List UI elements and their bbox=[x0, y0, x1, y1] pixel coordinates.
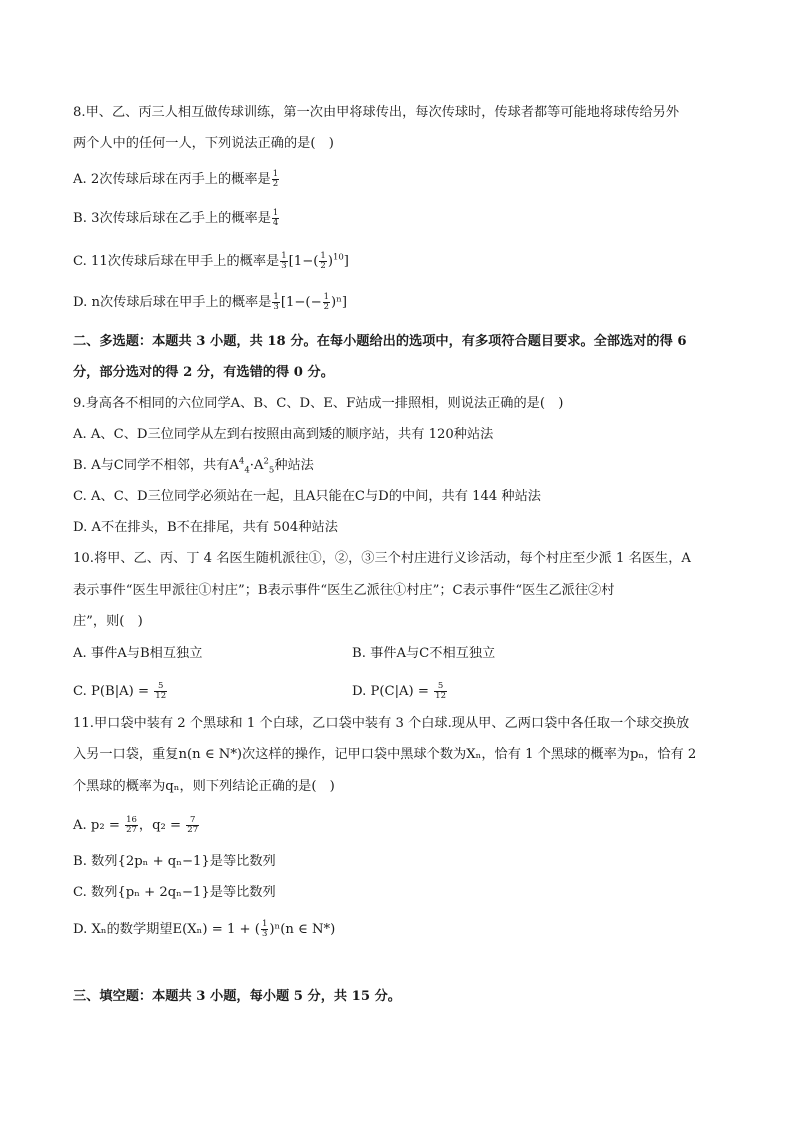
q8-option-d: D. n次传球后球在甲手上的概率是 $\frac{1}{3}$ [1−(− $\frac{1}{2}$ )ⁿ] bbox=[73, 292, 348, 312]
q8-option-a bbox=[73, 170, 280, 189]
q10-stem-line3: 庄”，则( ) bbox=[73, 614, 143, 629]
q10-option-d: D. P(C|A) = $\frac{5}{12}$ bbox=[352, 681, 446, 701]
q8-stem-line2: 两个人中的任何一人，下列说法正确的是( ) bbox=[73, 136, 334, 151]
fraction: $\frac{1}{3}$ bbox=[273, 292, 279, 312]
q8-option-b bbox=[73, 209, 280, 228]
q11-stem-line3: 个黑球的概率为qₙ，则下列结论正确的是( ) bbox=[73, 779, 335, 794]
fraction: $\frac{5}{12}$ bbox=[435, 681, 446, 701]
q8-option-c: C. 11次传球后球在甲手上的概率是 $\frac{1}{3}$ [1−( $\frac{1}{2}$ )$^{10}$] bbox=[73, 251, 349, 271]
q9-stem: 9.身高各不相同的六位同学A、B、C、D、E、F站成一排照相，则说法正确的是( ) bbox=[73, 396, 564, 411]
q11-option-c: C. 数列{pₙ + 2qₙ−1}是等比数列 bbox=[73, 885, 276, 900]
q11-option-d: D. Xₙ的数学期望E(Xₙ) = 1 + ( $\frac{1}{3}$ )ⁿ(n ∈ N*) bbox=[73, 919, 336, 939]
q10-option-row1 bbox=[73, 645, 202, 663]
fraction: $\frac{1}{2}$ bbox=[320, 251, 326, 271]
q8-option-b-text: B. 3次传球后球在乙手上的概率是 bbox=[73, 211, 271, 226]
q11-option-a: A. p₂ = $\frac{16}{27}$ ，q₂ = $\frac{7}{27}$ bbox=[73, 815, 199, 835]
q10-option-a: A. 事件A与B相互独立 bbox=[73, 646, 203, 661]
q9-option-b: B. A与C同学不相邻，共有$A^4_4\cdot A^2_5$种站法 bbox=[73, 456, 314, 476]
section2-heading-line1: 二、多选题：本题共 3 小题，共 18 分。在每小题给出的选项中，有多项符合题目要求。全部选对的得 6 bbox=[73, 334, 687, 349]
q8-option-d-text: D. n次传球后球在甲手上的概率是 bbox=[73, 295, 272, 310]
q8-option-a-text: A. 2次传球后球在丙手上的概率是 bbox=[73, 172, 271, 187]
q10-option-c: C. P(B|A) = $\frac{5}{12}$ bbox=[73, 681, 167, 701]
fraction: $\frac{7}{27}$ bbox=[187, 815, 199, 835]
q10-option-b: B. 事件A与C不相互独立 bbox=[352, 646, 496, 661]
fraction: $\frac{1}{4}$ bbox=[272, 208, 279, 228]
q8-stem-line1: 8.甲、乙、丙三人相互做传球训练，第一次由甲将球传出，每次传球时，传球者都等可能地将球传给另外 bbox=[73, 105, 680, 120]
q10-stem-line2: 表示事件“医生甲派往①村庄”；B表示事件“医生乙派往①村庄”；C表示事件“医生乙派往②村 bbox=[73, 583, 615, 598]
fraction: $\frac{1}{2}$ bbox=[323, 292, 330, 312]
fraction: $\frac{16}{27}$ bbox=[126, 815, 137, 835]
q9-option-a: A. A、C、D三位同学从左到右按照由高到矮的顺序站，共有 120种站法 bbox=[73, 427, 494, 442]
q9-option-d: D. A不在排头，B不在排尾，共有 504种站法 bbox=[73, 520, 338, 535]
q11-stem-line1: 11.甲口袋中装有 2 个黑球和 1 个白球，乙口袋中装有 3 个白球.现从甲、乙两口袋中各任取一个球交换放 bbox=[73, 716, 690, 731]
q10-stem-line1: 10.将甲、乙、丙、丁 4 名医生随机派往①，②，③三个村庄进行义诊活动，每个村庄至少派 1 名医生，A bbox=[73, 551, 691, 566]
section2-heading-line2: 分，部分选对的得 2 分，有选错的得 0 分。 bbox=[73, 365, 334, 380]
section3-heading: 三、填空题：本题共 3 小题，每小题 5 分，共 15 分。 bbox=[73, 989, 401, 1004]
q8-option-c-text: C. 11次传球后球在甲手上的概率是 bbox=[73, 254, 280, 269]
fraction: $\frac{1}{3}$ bbox=[281, 251, 287, 271]
q11-option-b: B. 数列{2pₙ + qₙ−1}是等比数列 bbox=[73, 854, 276, 869]
fraction: $\frac{1}{3}$ bbox=[261, 919, 268, 939]
fraction: $\frac{5}{12}$ bbox=[155, 681, 167, 701]
q11-stem-line2: 入另一口袋，重复n(n ∈ N*)次这样的操作，记甲口袋中黑球个数为Xₙ，恰有 1 个黑球的概率为pₙ，恰有 2 bbox=[73, 747, 697, 762]
q9-option-c: C. A、C、D三位同学必须站在一起，且A只能在C与D的中间，共有 144 种站法 bbox=[73, 489, 541, 504]
fraction: $\frac{1}{2}$ bbox=[272, 169, 279, 189]
